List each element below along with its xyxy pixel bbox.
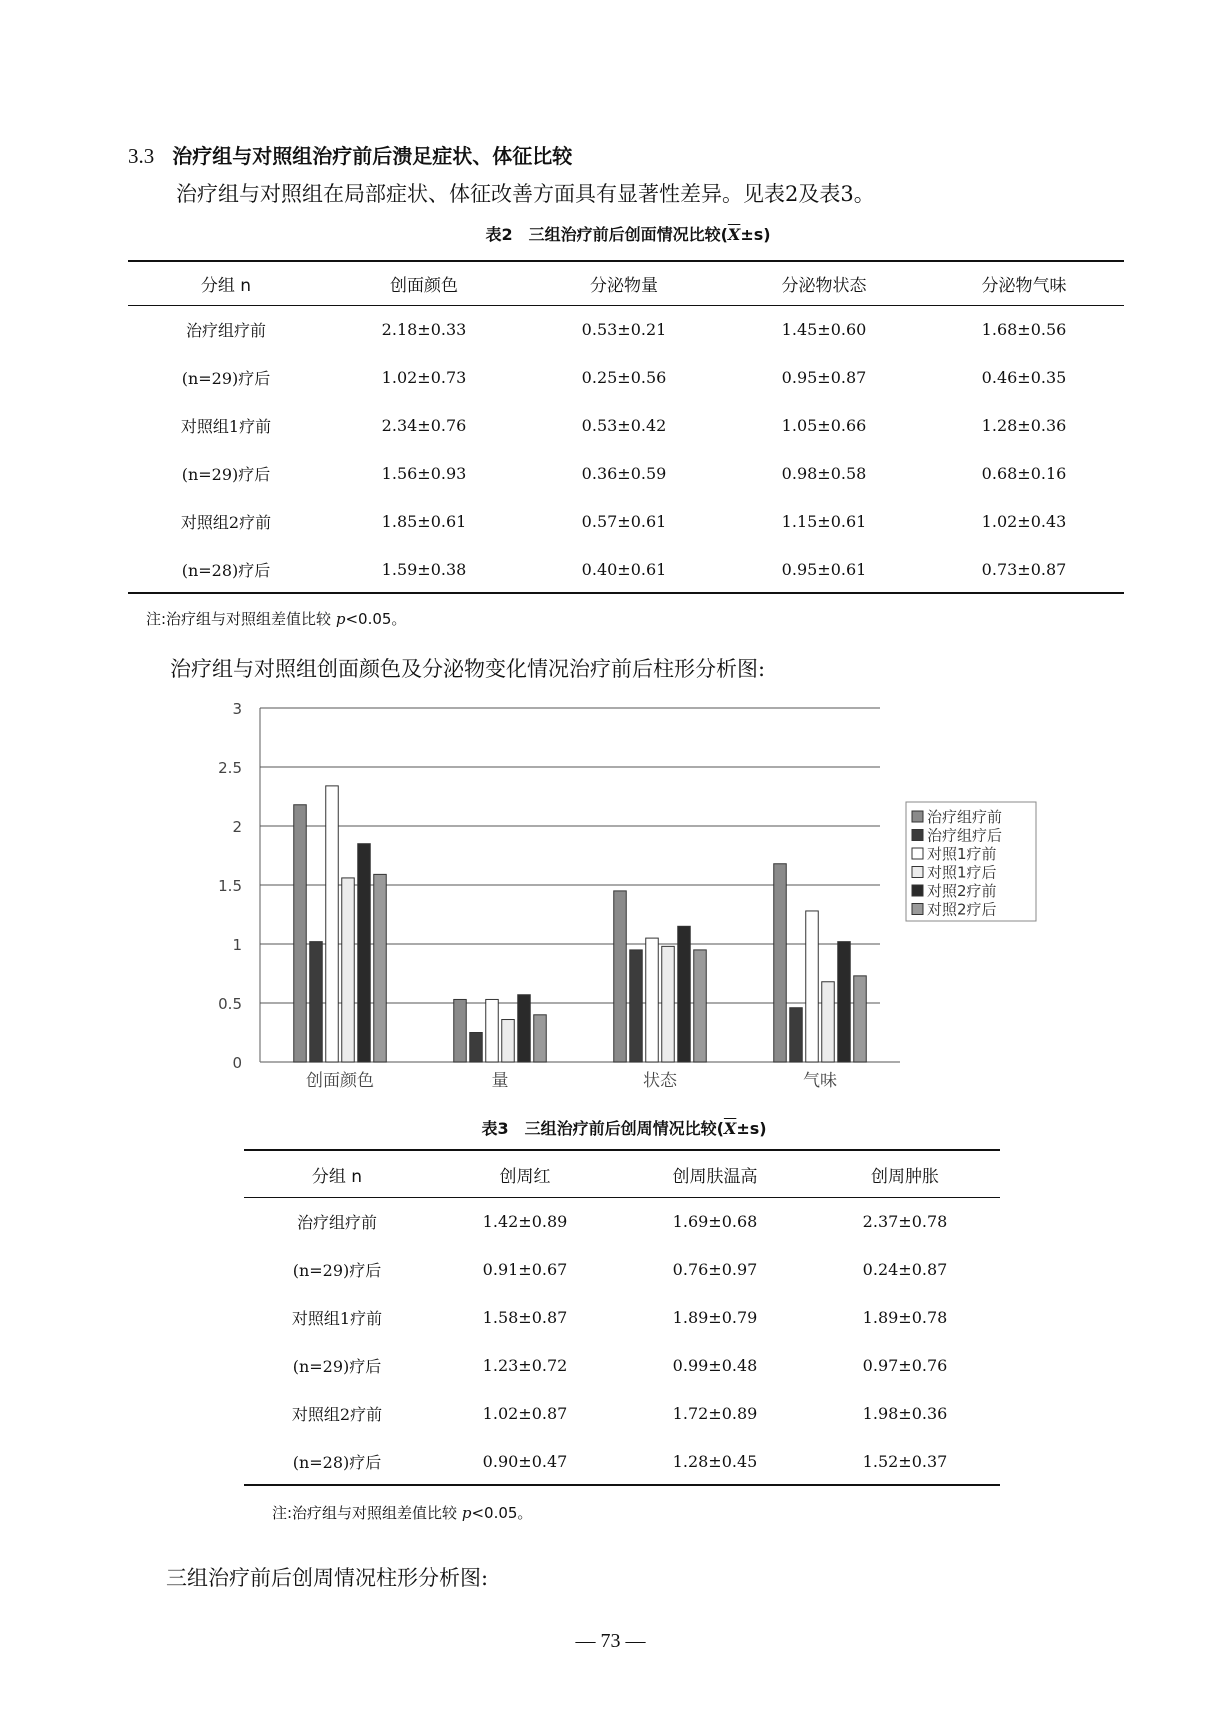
chart-legend-swatch xyxy=(912,867,923,878)
page-number: — 73 — xyxy=(575,1630,646,1652)
chart-legend-label: 对照1疗前 xyxy=(927,845,997,863)
chart-y-ticks xyxy=(218,700,242,1072)
table2-cell: 0.73±0.87 xyxy=(981,559,1067,579)
chart-legend-swatch xyxy=(912,811,923,822)
chart-y-tick-label: 0.5 xyxy=(218,995,242,1013)
table-row xyxy=(128,401,1124,449)
table2-cell: 1.15±0.61 xyxy=(781,511,867,531)
table3-cell: (n=29)疗后 xyxy=(292,1356,382,1376)
chart-bar xyxy=(614,891,627,1062)
table3-cell: (n=29)疗后 xyxy=(292,1260,382,1280)
table3-caption: 表3 三组治疗前后创周情况比较$(\overline{X}\pm s)$ xyxy=(481,1119,767,1138)
table-row xyxy=(128,545,1124,593)
table3-cell: 1.98±0.36 xyxy=(862,1403,948,1423)
table2-cell: 1.85±0.61 xyxy=(381,511,467,531)
table2-cell: 1.02±0.73 xyxy=(381,367,467,387)
chart-legend-swatch xyxy=(912,904,923,915)
table3-header-cell: 创周红 xyxy=(499,1166,551,1187)
table2-header-cell: 分泌物气味 xyxy=(981,276,1067,296)
table2-cell: (n=28)疗后 xyxy=(181,560,271,580)
chart-bar xyxy=(662,946,675,1062)
table3-cell: 2.37±0.78 xyxy=(862,1211,948,1231)
chart-y-tick-label: 0 xyxy=(232,1054,242,1072)
table2 xyxy=(128,262,1124,593)
chart-y-tick-label: 3 xyxy=(232,700,242,718)
final-paragraph: 三组治疗前后创周情况柱形分析图: xyxy=(166,1566,489,1590)
chart-bar xyxy=(294,805,307,1062)
table3-cell: 1.58±0.87 xyxy=(482,1307,568,1327)
table2-cell: 0.25±0.56 xyxy=(581,367,667,387)
table3-cell: 0.91±0.67 xyxy=(482,1259,568,1279)
table3-cell: 1.02±0.87 xyxy=(482,1403,568,1423)
chart-bar xyxy=(502,1020,515,1062)
table2-cell: 0.95±0.61 xyxy=(781,559,867,579)
table3-note: 注:治疗组与对照组差值比较 p<0.05。 xyxy=(272,1504,533,1522)
chart-y-tick-label: 1 xyxy=(232,936,242,954)
chart-bar xyxy=(470,1033,483,1063)
table3-cell: 0.76±0.97 xyxy=(672,1259,758,1279)
table3-header-cell: 创周肿胀 xyxy=(871,1166,939,1187)
chart-bar xyxy=(646,938,659,1062)
table3-cell: 1.28±0.45 xyxy=(672,1451,758,1471)
table3-cell: 1.89±0.78 xyxy=(862,1307,948,1327)
table3-header-cell: 分组 n xyxy=(311,1166,363,1187)
table-row xyxy=(244,1197,1000,1245)
chart-legend-label: 对照2疗前 xyxy=(927,882,997,900)
chart-x-categories xyxy=(306,1071,837,1091)
table3-cell: 治疗组疗前 xyxy=(296,1212,377,1232)
table2-header-row xyxy=(128,262,1124,305)
table2-header-cell: 创面颜色 xyxy=(390,276,458,296)
table2-note: 注:治疗组与对照组差值比较 p<0.05。 xyxy=(146,610,407,628)
table2-cell: 2.34±0.76 xyxy=(381,415,467,435)
table2-cell: (n=29)疗后 xyxy=(181,368,271,388)
chart-bar xyxy=(342,878,355,1062)
table3-header-row xyxy=(244,1151,1000,1197)
chart-bar xyxy=(790,1008,803,1062)
table3-cell: 1.89±0.79 xyxy=(672,1307,758,1327)
table3-cell: 0.99±0.48 xyxy=(672,1355,758,1375)
table3-cell: (n=28)疗后 xyxy=(292,1452,382,1472)
chart-bar xyxy=(838,942,851,1062)
table2-cell: 0.95±0.87 xyxy=(781,367,867,387)
chart-bar xyxy=(630,950,643,1062)
table-row xyxy=(244,1437,1000,1485)
table2-cell: 治疗组疗前 xyxy=(185,320,266,340)
table2-cell: 1.02±0.43 xyxy=(981,511,1067,531)
table3-cell: 1.23±0.72 xyxy=(482,1355,568,1375)
table3-cell: 0.24±0.87 xyxy=(862,1259,948,1279)
table3-cell: 1.69±0.68 xyxy=(672,1211,758,1231)
chart-x-category-label: 气味 xyxy=(803,1071,837,1091)
chart-x-category-label: 状态 xyxy=(643,1071,677,1091)
table-row xyxy=(244,1341,1000,1389)
chart-y-tick-label: 2.5 xyxy=(218,759,242,777)
table3-header-cell: 创周肤温高 xyxy=(672,1166,758,1187)
chart-x-category-label: 量 xyxy=(491,1071,509,1091)
chart-legend xyxy=(906,802,1036,921)
table2-cell: 1.45±0.60 xyxy=(781,319,867,339)
chart-y-tick-label: 1.5 xyxy=(218,877,242,895)
table3-cell: 0.90±0.47 xyxy=(482,1451,568,1471)
table-row xyxy=(128,497,1124,545)
chart-legend-label: 治疗组疗后 xyxy=(927,826,1003,845)
table2-cell: 1.56±0.93 xyxy=(381,463,467,483)
table3-cell: 1.42±0.89 xyxy=(482,1211,568,1231)
table2-cell: 1.59±0.38 xyxy=(381,559,467,579)
table3-cell: 1.52±0.37 xyxy=(862,1451,948,1471)
table2-header-cell: 分泌物量 xyxy=(590,276,658,296)
chart-bar xyxy=(518,995,531,1062)
table-row xyxy=(128,305,1124,353)
table2-caption: 表2 三组治疗前后创面情况比较$(\overline{X}\pm s)$ xyxy=(485,225,771,244)
table2-cell: 1.68±0.56 xyxy=(981,319,1067,339)
table3-cell: 对照组1疗前 xyxy=(291,1308,383,1328)
table2-cell: (n=29)疗后 xyxy=(181,464,271,484)
chart-bar xyxy=(694,950,707,1062)
chart-bar xyxy=(326,786,339,1062)
table2-cell: 0.36±0.59 xyxy=(581,463,667,483)
chart-legend-swatch xyxy=(912,830,923,841)
table-row xyxy=(128,449,1124,497)
chart-bar xyxy=(358,844,371,1062)
table2-cell: 0.46±0.35 xyxy=(981,367,1067,387)
section-number: 3.3 xyxy=(128,144,155,168)
chart-bar xyxy=(454,999,467,1062)
table2-cell: 对照组1疗前 xyxy=(180,416,272,436)
section-title: 治疗组与对照组治疗前后溃足症状、体征比较 xyxy=(172,144,573,168)
chart-legend-label: 对照1疗后 xyxy=(927,863,997,882)
table2-cell: 0.57±0.61 xyxy=(581,511,667,531)
table3-cell: 0.97±0.76 xyxy=(862,1355,948,1375)
chart-gridlines xyxy=(260,708,900,1062)
table2-cell: 2.18±0.33 xyxy=(381,319,467,339)
chart-legend-label: 治疗组疗前 xyxy=(927,808,1003,826)
chart-legend-label: 对照2疗后 xyxy=(927,900,997,919)
table-row xyxy=(244,1389,1000,1437)
table2-header-cell: 分泌物状态 xyxy=(781,276,867,296)
table2-header-cell: 分组 n xyxy=(200,276,252,296)
table3-cell: 1.72±0.89 xyxy=(672,1403,758,1423)
table2-cell: 1.05±0.66 xyxy=(781,415,867,435)
section-heading xyxy=(128,140,572,169)
intro-paragraph: 治疗组与对照组在局部症状、体征改善方面具有显著性差异。见表2及表3。 xyxy=(176,182,875,206)
chart-bar xyxy=(774,864,787,1062)
bar-chart xyxy=(200,694,1040,1094)
table3-cell: 对照组2疗前 xyxy=(291,1404,383,1424)
table2-cell: 0.53±0.42 xyxy=(581,415,667,435)
chart-x-category-label: 创面颜色 xyxy=(306,1071,374,1091)
table3 xyxy=(244,1151,1000,1485)
chart-bar xyxy=(678,926,691,1062)
chart-bars xyxy=(294,786,867,1062)
chart-bar xyxy=(486,999,499,1062)
table2-cell: 0.40±0.61 xyxy=(581,559,667,579)
table-row xyxy=(244,1245,1000,1293)
table2-cell: 0.98±0.58 xyxy=(781,463,867,483)
chart-bar xyxy=(854,976,867,1062)
chart-y-tick-label: 2 xyxy=(232,818,242,836)
chart-bar xyxy=(374,874,387,1062)
table-row xyxy=(244,1293,1000,1341)
table-row xyxy=(128,353,1124,401)
chart-legend-swatch xyxy=(912,848,923,859)
chart-intro: 治疗组与对照组创面颜色及分泌物变化情况治疗前后柱形分析图: xyxy=(170,657,766,681)
chart-bar xyxy=(822,982,835,1062)
table2-cell: 1.28±0.36 xyxy=(981,415,1067,435)
table2-cell: 0.68±0.16 xyxy=(981,463,1067,483)
chart-bar xyxy=(534,1015,547,1062)
table2-cell: 对照组2疗前 xyxy=(180,512,272,532)
chart-bar xyxy=(310,942,323,1062)
table2-cell: 0.53±0.21 xyxy=(581,319,667,339)
chart-bar xyxy=(806,911,819,1062)
chart-legend-swatch xyxy=(912,885,923,896)
